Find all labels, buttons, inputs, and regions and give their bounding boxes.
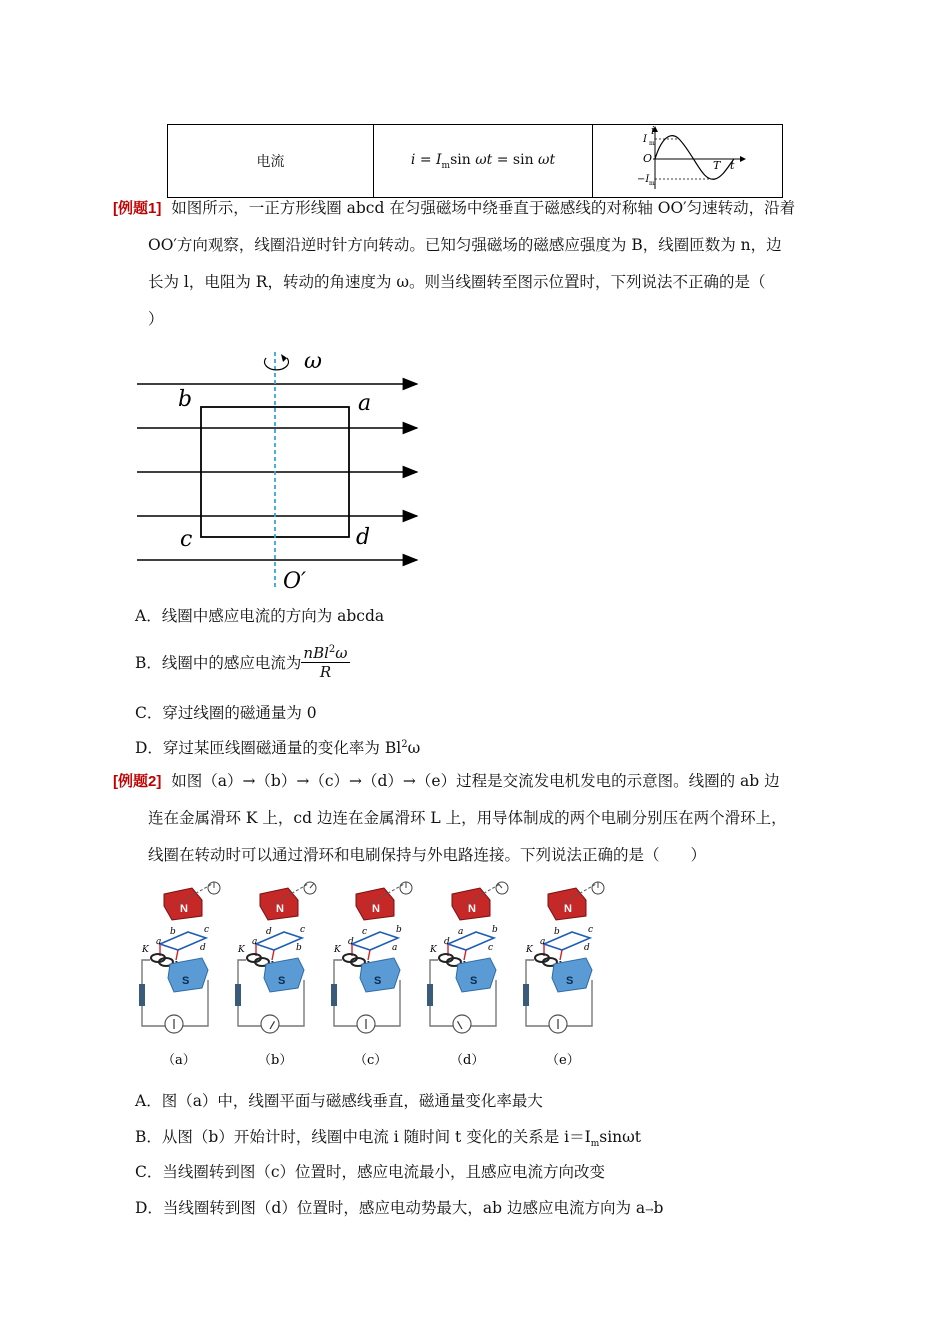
ex2-option-c: C．当线圈转到图（c）位置时，感应电流最小，且感应电流方向改变 xyxy=(135,1163,606,1181)
num-omega: ω xyxy=(335,643,348,662)
panel-caption: （e） xyxy=(546,1053,580,1068)
axis-i-label: i xyxy=(651,125,655,137)
north-label: N xyxy=(372,903,380,915)
ex1-option-c: C．穿过线圈的磁通量为 0 xyxy=(135,704,317,722)
north-label: N xyxy=(180,903,188,915)
generator-panel xyxy=(418,876,514,1072)
formula-I: I xyxy=(436,151,442,168)
south-label: S xyxy=(374,975,382,987)
formula-eq: = xyxy=(415,151,437,168)
example-1-label: [例题1] xyxy=(113,200,162,217)
galvanometer-icon xyxy=(261,1015,279,1033)
coil-label-top-right: b xyxy=(492,925,498,935)
ex2-text-1: 如图（a）→（b）→（c）→（d）→（e）过程是交流发电机发电的示意图。线圈的 ab 边 xyxy=(171,772,780,790)
coil-label-top-left: b xyxy=(554,927,560,937)
num-l: l xyxy=(324,643,329,662)
coil-label-top-left: c xyxy=(362,927,368,937)
vertex-d: d xyxy=(356,525,371,550)
vertex-b: b xyxy=(178,387,193,412)
coil-label-top-right: b xyxy=(396,925,402,935)
example-1 xyxy=(113,190,843,338)
coil-label-bottom-left: d xyxy=(444,937,450,947)
north-label: N xyxy=(276,903,284,915)
example-2-line-1 xyxy=(113,763,843,800)
vertex-a: a xyxy=(358,391,372,416)
period-T: T xyxy=(713,159,721,172)
north-label: N xyxy=(564,903,572,915)
ex2-option-a: A．图（a）中，线圈平面与磁感线垂直，磁通量变化率最大 xyxy=(135,1092,543,1110)
south-label: S xyxy=(470,975,478,987)
generator-panel xyxy=(226,876,322,1072)
coil-label-top-right: c xyxy=(300,925,306,935)
example-1-line-3: 长为 l，电阻为 R，转动的角速度为 ω。则当线圈转至图示位置时，下列说法不正确的是（ xyxy=(148,273,766,291)
coil-label-top-left: b xyxy=(170,927,176,937)
formula-sin: sin xyxy=(450,151,476,168)
ex1-option-d-suffix: ω xyxy=(407,739,421,757)
num-sup: 2 xyxy=(328,643,336,655)
coil-label-bottom-left: a xyxy=(540,937,546,947)
formula-i: i xyxy=(410,151,416,168)
ring-label-K: K xyxy=(334,945,341,955)
ex2-option-b-sub: m xyxy=(590,1139,600,1150)
tick-neg-Im: −I xyxy=(637,174,650,185)
coil-label-bottom-left: a xyxy=(156,937,162,947)
formula-cell xyxy=(374,125,593,198)
tick-Im-sub: m xyxy=(649,140,655,147)
formula-m: m xyxy=(441,160,451,171)
north-label: N xyxy=(468,903,476,915)
resistor xyxy=(331,984,337,1006)
coil-label-bottom-right: c xyxy=(488,943,494,953)
coil-label-top-right: c xyxy=(588,925,594,935)
omega-label: ω xyxy=(304,349,322,374)
generator-figure xyxy=(130,876,630,1072)
fraction-denominator: R xyxy=(319,662,332,681)
example-2 xyxy=(113,763,843,874)
coil-label-bottom-right: a xyxy=(392,943,398,953)
coil-label-bottom-right: b xyxy=(296,943,302,953)
axis-label-O-prime: O′ xyxy=(283,569,307,594)
south-label: S xyxy=(278,975,286,987)
generator-panel xyxy=(130,876,226,1072)
ex2-option-d-arrow: → xyxy=(645,1205,654,1216)
example-2-label: [例题2] xyxy=(113,773,162,790)
example-2-line-2: 连在金属滑环 K 上，cd 边连在金属滑环 L 上，用导体制成的两个电刷分别压在两个滑环上， xyxy=(148,809,787,827)
sine-curve xyxy=(655,136,734,180)
ring-label-K: K xyxy=(430,945,437,955)
ex2-option-d xyxy=(135,1196,663,1218)
table-row xyxy=(168,125,783,198)
axis-t-label: t xyxy=(730,159,735,172)
ex2-option-b xyxy=(135,1125,641,1149)
ex1-option-b-text: B．线圈中的感应电流为 xyxy=(135,654,302,672)
example-1-line-2: OO′方向观察，线圈沿逆时针方向转动。已知匀强磁场的磁感应强度为 B，线圈匝数为 n，边 xyxy=(148,236,782,254)
ex1-text-1: 如图所示，一正方形线圈 abcd 在匀强磁场中绕垂直于磁感线的对称轴 OO′匀速转动，沿着 xyxy=(171,199,796,217)
ex1-option-b xyxy=(135,640,350,684)
coil-label-bottom-left: a xyxy=(252,937,258,947)
ex1-option-d-text: D．穿过某匝线圈磁通量的变化率为 Bl xyxy=(135,739,402,757)
resistor xyxy=(427,984,433,1006)
ex1-option-b-fraction xyxy=(301,644,349,681)
fraction-numerator xyxy=(301,644,349,663)
vertex-c: c xyxy=(180,527,193,552)
row-label-cell xyxy=(168,125,374,198)
south-label: S xyxy=(566,975,574,987)
south-label: S xyxy=(182,975,190,987)
coil-label-bottom-left: d xyxy=(348,937,354,947)
coil-figure xyxy=(130,340,430,595)
formula xyxy=(410,151,556,171)
ex2-option-b-suffix: sinωt xyxy=(599,1128,642,1146)
ex2-option-d-suffix: b xyxy=(653,1199,664,1217)
generator-panel xyxy=(514,876,610,1072)
origin-O: O xyxy=(643,152,653,165)
coil-label-bottom-right: d xyxy=(200,943,206,953)
panel-caption: （b） xyxy=(258,1053,293,1068)
ring-label-K: K xyxy=(142,945,149,955)
sine-graph xyxy=(593,125,782,193)
graph-cell xyxy=(593,125,783,198)
ex2-option-b-text: B．从图（b）开始计时，线圈中电流 i 随时间 t 变化的关系是 i＝I xyxy=(135,1128,591,1146)
ring-label-K: K xyxy=(238,945,245,955)
panel-caption: （d） xyxy=(450,1053,485,1068)
ex2-option-d-text: D．当线圈转到图（d）位置时，感应电动势最大，ab 边感应电流方向为 a xyxy=(135,1199,646,1217)
resistor xyxy=(235,984,241,1006)
galvanometer-icon xyxy=(453,1015,471,1033)
coil-label-top-left: a xyxy=(458,927,464,937)
coil-label-top-right: c xyxy=(204,925,210,935)
example-2-line-3: 线圈在转动时可以通过滑环和电刷保持与外电路连接。下列说法正确的是（ ） xyxy=(148,846,707,864)
coil-label-top-left: d xyxy=(266,927,272,937)
tick-neg-Im-sub: m xyxy=(649,180,655,187)
num-nB: nB xyxy=(303,643,325,662)
formula-wt2: ωt xyxy=(538,151,556,168)
row-label: 电流 xyxy=(256,154,285,170)
ring-label-K: K xyxy=(526,945,533,955)
ex1-option-d xyxy=(135,736,420,758)
formula-eq2: = sin xyxy=(492,151,539,168)
ex1-option-a: A．线圈中感应电流的方向为 abcda xyxy=(135,607,385,625)
coil-label-bottom-right: d xyxy=(584,943,590,953)
summary-table xyxy=(167,124,783,198)
ex1-option-d-sup: 2 xyxy=(401,738,408,750)
tick-Im: I xyxy=(643,134,647,145)
panel-caption: （a） xyxy=(162,1053,196,1068)
example-1-line-1 xyxy=(113,190,843,227)
generator-panel xyxy=(322,876,418,1072)
resistor xyxy=(523,984,529,1006)
example-1-line-4: ） xyxy=(148,310,164,328)
resistor xyxy=(139,984,145,1006)
formula-wt: ωt xyxy=(475,151,493,168)
panel-caption: （c） xyxy=(354,1053,388,1068)
